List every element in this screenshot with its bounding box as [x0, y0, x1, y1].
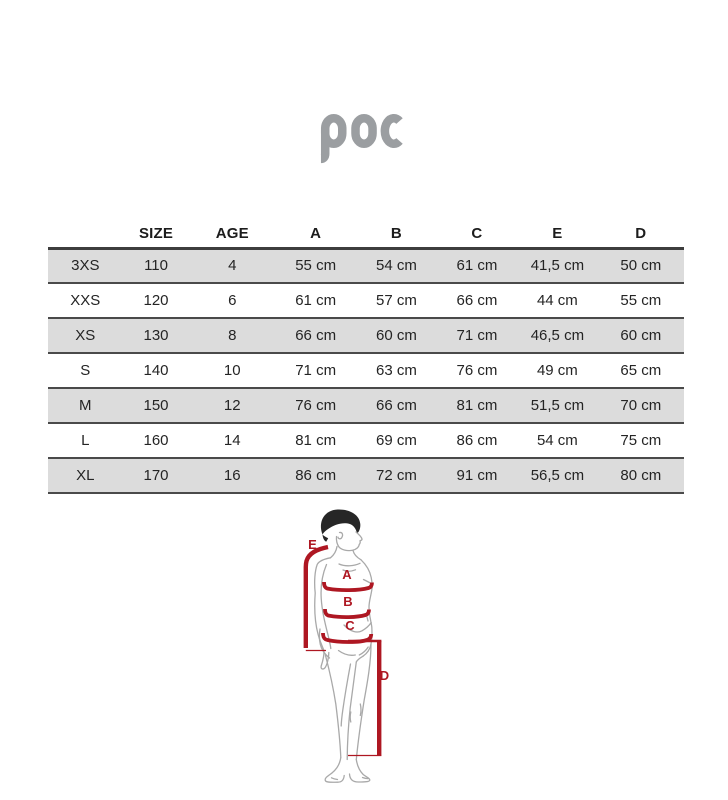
- table-cell: 160: [123, 423, 190, 458]
- table-cell: 120: [123, 283, 190, 318]
- table-cell: 130: [123, 318, 190, 353]
- table-cell: 44 cm: [517, 283, 597, 318]
- table-cell: 71 cm: [275, 353, 356, 388]
- table-cell: 10: [189, 353, 275, 388]
- table-cell: 76 cm: [275, 388, 356, 423]
- size-table-container: [48, 221, 684, 494]
- table-cell: 16: [189, 458, 275, 493]
- table-cell: 4: [189, 248, 275, 283]
- table-cell: 55 cm: [275, 248, 356, 283]
- table-cell: 61 cm: [275, 283, 356, 318]
- size-table-body: [48, 248, 684, 493]
- figure-hair: [321, 509, 360, 541]
- table-row-L: [48, 423, 684, 458]
- table-cell: 71 cm: [437, 318, 517, 353]
- table-cell: 60 cm: [356, 318, 436, 353]
- figure-knee-line-2: [350, 712, 351, 722]
- figure-ear: [338, 532, 343, 538]
- table-cell: 14: [189, 423, 275, 458]
- measure-label-b: B: [343, 594, 353, 609]
- logo-letter-p-stem: [320, 130, 324, 159]
- measure-label-c: C: [345, 618, 355, 633]
- table-row-XS: [48, 318, 684, 353]
- table-cell: 150: [123, 388, 190, 423]
- table-cell: 75 cm: [598, 423, 684, 458]
- size-label-cell: M: [48, 388, 123, 423]
- column-header-size-label: [48, 221, 123, 248]
- column-header-A: A: [275, 221, 356, 248]
- table-row-S: [48, 353, 684, 388]
- size-label-cell: XL: [48, 458, 123, 493]
- table-cell: 57 cm: [356, 283, 436, 318]
- table-cell: 46,5 cm: [517, 318, 597, 353]
- table-cell: 76 cm: [437, 353, 517, 388]
- table-cell: 61 cm: [437, 248, 517, 283]
- table-cell: 50 cm: [598, 248, 684, 283]
- figure-briefs-line-2: [359, 647, 368, 655]
- table-cell: 63 cm: [356, 353, 436, 388]
- column-header-E: E: [517, 221, 597, 248]
- table-cell: 65 cm: [598, 353, 684, 388]
- table-cell: 140: [123, 353, 190, 388]
- logo-container: [0, 113, 728, 171]
- logo-letter-c: [384, 118, 399, 144]
- figure-knee-line-1: [360, 704, 361, 716]
- logo-letter-o: [355, 118, 372, 144]
- column-header-SIZE: SIZE: [123, 221, 190, 248]
- size-label-cell: XS: [48, 318, 123, 353]
- table-cell: 6: [189, 283, 275, 318]
- table-row-XXS: [48, 283, 684, 318]
- table-cell: 56,5 cm: [517, 458, 597, 493]
- table-cell: 66 cm: [275, 318, 356, 353]
- size-table: [48, 221, 684, 494]
- table-cell: 81 cm: [437, 388, 517, 423]
- figure-navel: [367, 617, 368, 621]
- figure-briefs-line-1: [339, 651, 356, 656]
- size-label-cell: XXS: [48, 283, 123, 318]
- measure-line-e: [306, 547, 328, 648]
- table-cell: 66 cm: [356, 388, 436, 423]
- figure-collarbone-1: [339, 563, 360, 566]
- column-header-B: B: [356, 221, 436, 248]
- table-cell: 86 cm: [275, 458, 356, 493]
- size-label-cell: L: [48, 423, 123, 458]
- table-cell: 110: [123, 248, 190, 283]
- table-cell: 72 cm: [356, 458, 436, 493]
- table-cell: 55 cm: [598, 283, 684, 318]
- measurement-figure-container: [280, 498, 445, 800]
- table-cell: 60 cm: [598, 318, 684, 353]
- table-cell: 70 cm: [598, 388, 684, 423]
- figure-crotch: [356, 656, 363, 662]
- table-cell: 49 cm: [517, 353, 597, 388]
- poc-logo: [320, 113, 409, 166]
- measure-line-a: [324, 582, 372, 590]
- column-header-C: C: [437, 221, 517, 248]
- table-cell: 54 cm: [356, 248, 436, 283]
- figure-neck-front: [353, 551, 361, 560]
- figure-neck-back: [331, 547, 338, 558]
- measurement-figure: [280, 498, 445, 798]
- table-row-3XS: [48, 248, 684, 283]
- table-cell: 51,5 cm: [517, 388, 597, 423]
- figure-back-leg-back: [326, 656, 341, 758]
- table-cell: 69 cm: [356, 423, 436, 458]
- measurement-overlays: [306, 537, 389, 756]
- table-cell: 91 cm: [437, 458, 517, 493]
- figure-toe-lines-1: [332, 778, 338, 780]
- table-cell: 80 cm: [598, 458, 684, 493]
- measure-label-e: E: [308, 537, 317, 552]
- poc-logo-letters: [320, 118, 399, 159]
- size-label-cell: S: [48, 353, 123, 388]
- table-cell: 12: [189, 388, 275, 423]
- measure-label-d: D: [379, 668, 390, 683]
- table-cell: 54 cm: [517, 423, 597, 458]
- table-cell: 81 cm: [275, 423, 356, 458]
- column-header-D: D: [598, 221, 684, 248]
- measure-line-b: [325, 609, 369, 617]
- table-cell: 41,5 cm: [517, 248, 597, 283]
- table-cell: 170: [123, 458, 190, 493]
- size-label-cell: 3XS: [48, 248, 123, 283]
- table-row-XL: [48, 458, 684, 493]
- table-cell: 66 cm: [437, 283, 517, 318]
- table-cell: 8: [189, 318, 275, 353]
- figure-front-leg-front: [356, 644, 371, 760]
- figure-face-outline: [336, 532, 362, 551]
- size-table-head: [48, 221, 684, 248]
- table-cell: 86 cm: [437, 423, 517, 458]
- header-row: [48, 221, 684, 248]
- measure-label-a: A: [342, 567, 352, 582]
- column-header-AGE: AGE: [189, 221, 275, 248]
- table-row-M: [48, 388, 684, 423]
